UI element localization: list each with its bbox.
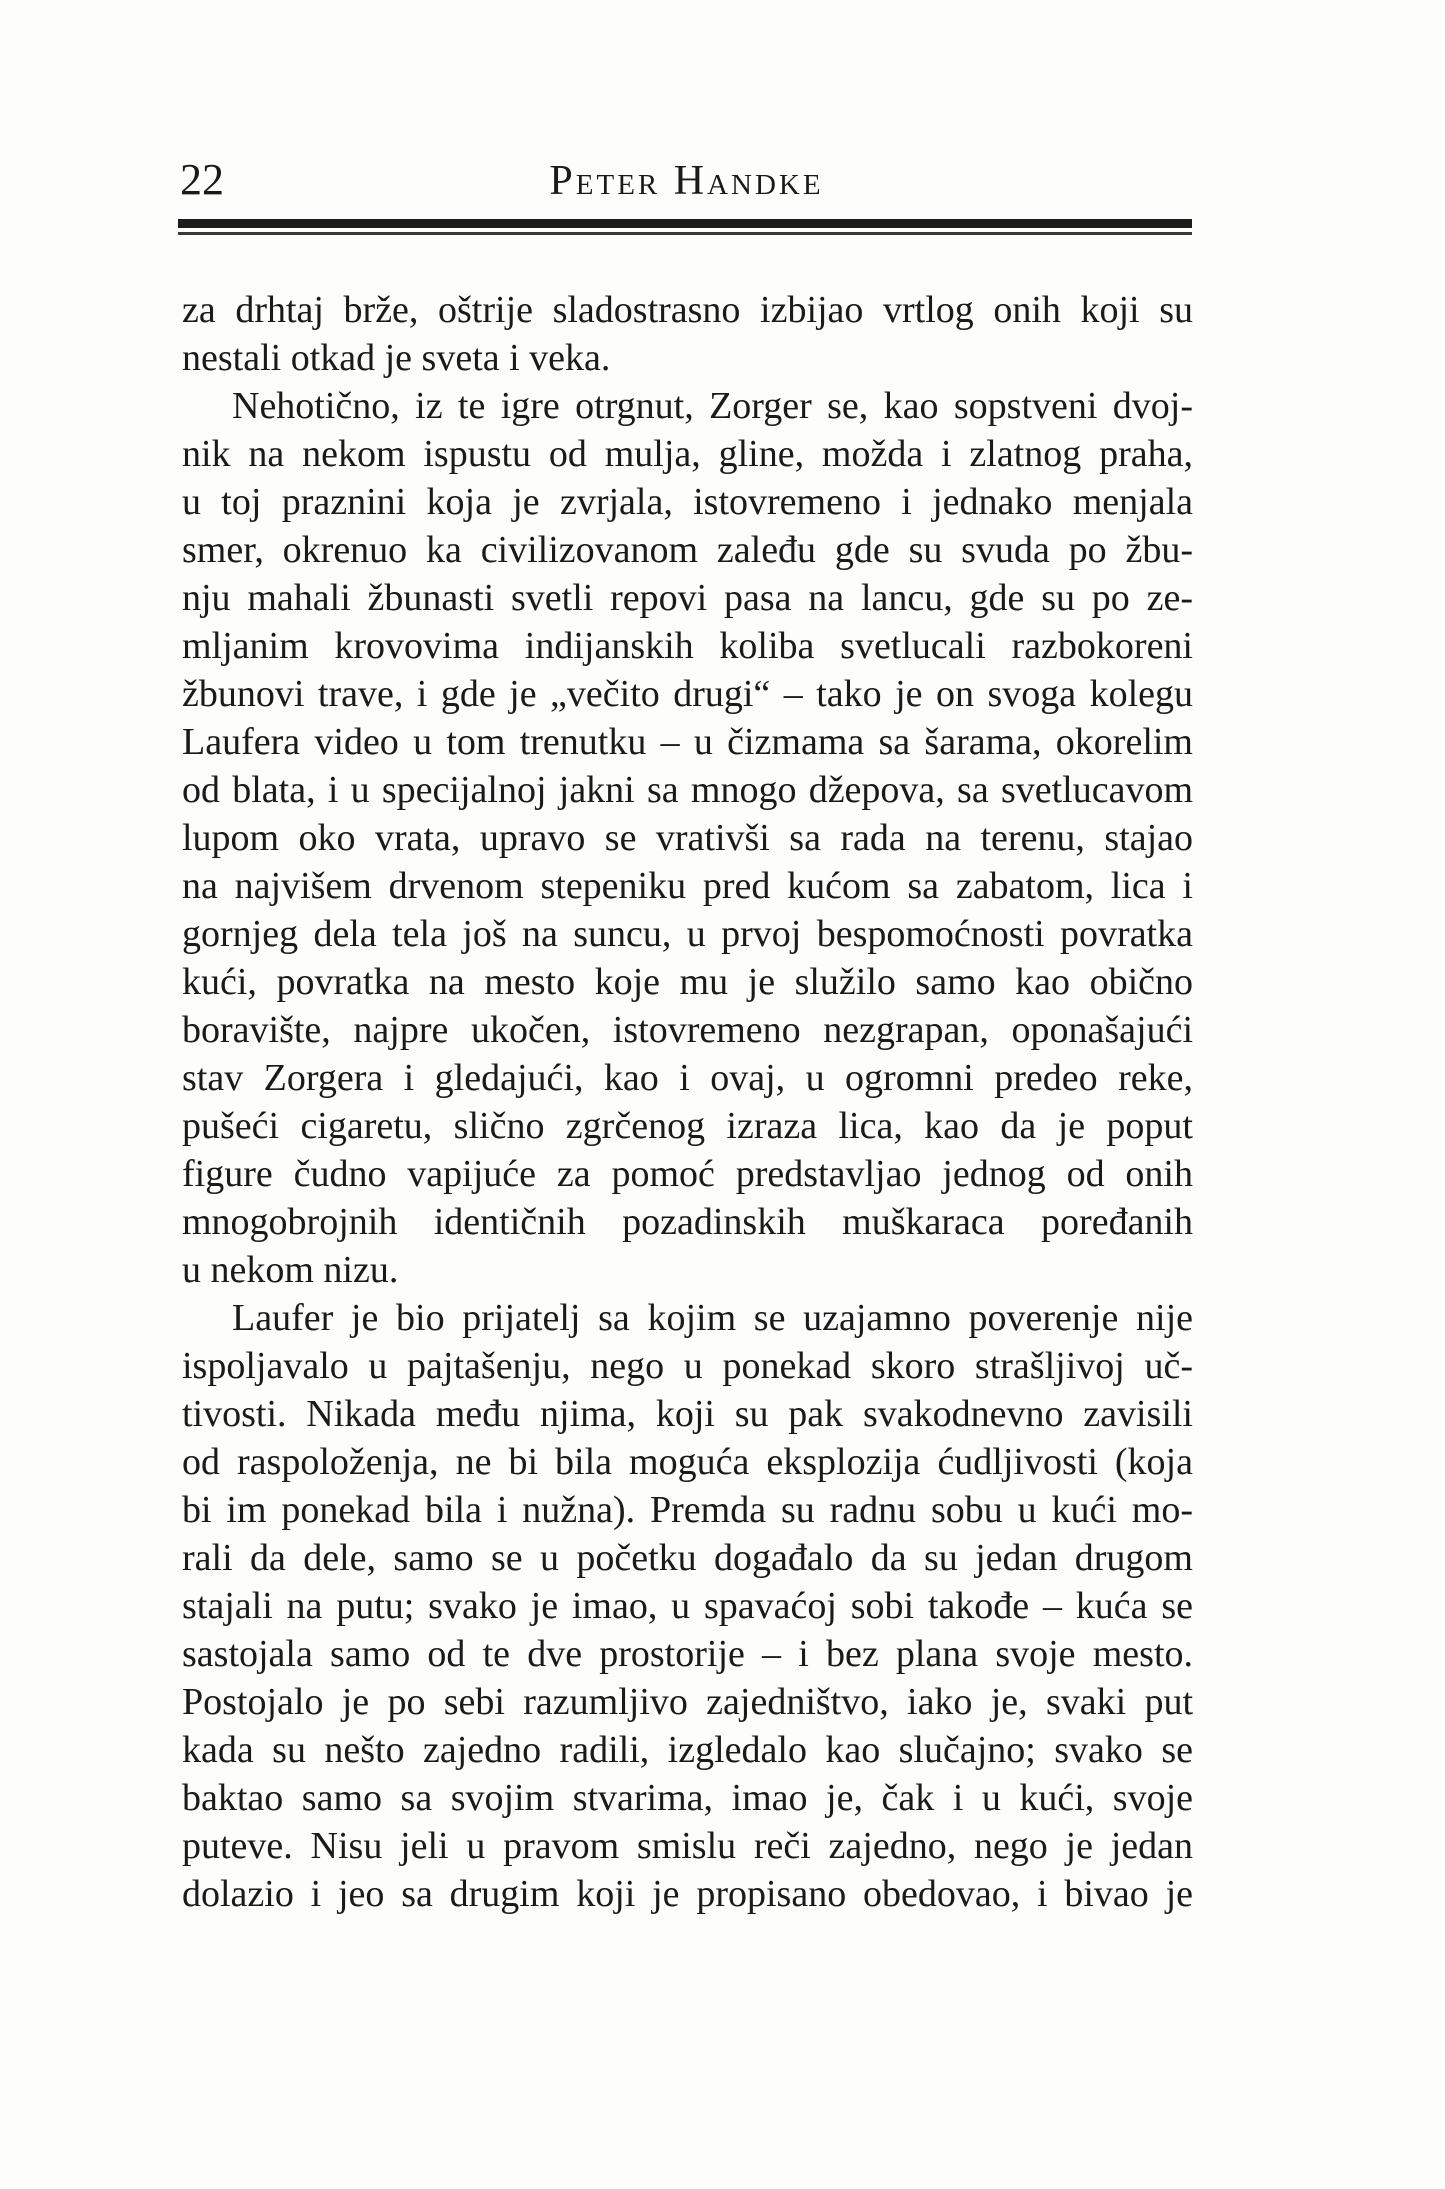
text-line: mljanim krovovima indijanskih koliba svetlucali razbokoreni <box>182 625 1193 667</box>
text-line: u nekom nizu. <box>182 1249 399 1291</box>
text-line: kada su nešto zajedno radili, izgledalo kao slučajno; svako se <box>182 1729 1193 1771</box>
text-line: gornjeg dela tela još na suncu, u prvoj bespomoćnosti povratka <box>182 913 1193 955</box>
text-line: u toj praznini koja je zvrjala, istovremeno i jednako menjala <box>182 481 1193 523</box>
text-line: lupom oko vrata, upravo se vrativši sa rada na terenu, stajao <box>182 817 1193 859</box>
text-line: za drhtaj brže, oštrije sladostrasno izbijao vrtlog onih koji su <box>182 289 1193 331</box>
text-line: figure čudno vapijuće za pomoć predstavljao jednog od onih <box>182 1153 1193 1195</box>
header-rule-thin <box>178 232 1192 235</box>
text-line: kući, povratka na mesto koje mu je služilo samo kao obično <box>182 961 1193 1003</box>
text-line: Nehotično, iz te igre otrgnut, Zorger se, kao sopstveni dvoj- <box>232 385 1193 427</box>
text-line: žbunovi trave, i gde je „večito drugi“ – tako je on svoga kolegu <box>182 673 1193 715</box>
text-line: baktao samo sa svojim stvarima, imao je, čak i u kući, svoje <box>182 1777 1193 1819</box>
text-line: mnogobrojnih identičnih pozadinskih muškaraca poređanih <box>182 1201 1193 1243</box>
text-line: Laufera video u tom trenutku – u čizmama sa šarama, okorelim <box>182 721 1193 763</box>
text-line: puteve. Nisu jeli u pravom smislu reči zajedno, nego je jedan <box>182 1825 1193 1867</box>
body-text <box>182 286 1193 1918</box>
text-line: ispoljavalo u pajtašenju, nego u ponekad skoro strašljivoj uč- <box>182 1345 1193 1387</box>
text-line: nestali otkad je sveta i veka. <box>182 337 611 379</box>
header-rule <box>178 219 1192 236</box>
text-line: dolazio i jeo sa drugim koji je propisano obedovao, i bivao je <box>182 1873 1193 1915</box>
running-header <box>180 155 1193 204</box>
text-line: Laufer je bio prijatelj sa kojim se uzajamno poverenje nije <box>232 1297 1193 1339</box>
text-line: od blata, i u specijalnoj jakni sa mnogo džepova, sa svetlucavom <box>182 769 1193 811</box>
text-line: nik na nekom ispustu od mulja, gline, možda i zlatnog praha, <box>182 433 1193 475</box>
text-line: boravište, najpre ukočen, istovremeno nezgrapan, oponašajući <box>182 1009 1193 1051</box>
text-line: na najvišem drvenom stepeniku pred kućom sa zabatom, lica i <box>182 865 1193 907</box>
text-line: Postojalo je po sebi razumljivo zajedništvo, iako je, svaki put <box>182 1681 1193 1723</box>
text-line: nju mahali žbunasti svetli repovi pasa na lancu, gde su po ze- <box>182 577 1193 619</box>
text-line: od raspoloženja, ne bi bila moguća eksplozija ćudljivosti (koja <box>182 1441 1193 1483</box>
text-line: smer, okrenuo ka civilizovanom zaleđu gde su svuda po žbu- <box>182 529 1193 571</box>
running-header-author: Peter Handke <box>549 158 824 204</box>
text-line: stav Zorgera i gledajući, kao i ovaj, u ogromni predeo reke, <box>182 1057 1193 1099</box>
text-line: stajali na putu; svako je imao, u spavaćoj sobi takođe – kuća se <box>182 1585 1193 1627</box>
text-line: pušeći cigaretu, slično zgrčenog izraza lica, kao da je poput <box>182 1105 1193 1147</box>
header-rule-thick <box>178 219 1192 228</box>
text-line: tivosti. Nikada među njima, koji su pak svakodnevno zavisili <box>182 1393 1193 1435</box>
page-number: 22 <box>180 155 224 204</box>
text-line: bi im ponekad bila i nužna). Premda su radnu sobu u kući mo- <box>182 1489 1193 1531</box>
text-line: sastojala samo od te dve prostorije – i bez plana svoje mesto. <box>182 1633 1193 1675</box>
text-line: rali da dele, samo se u početku događalo da su jedan drugom <box>182 1537 1193 1579</box>
